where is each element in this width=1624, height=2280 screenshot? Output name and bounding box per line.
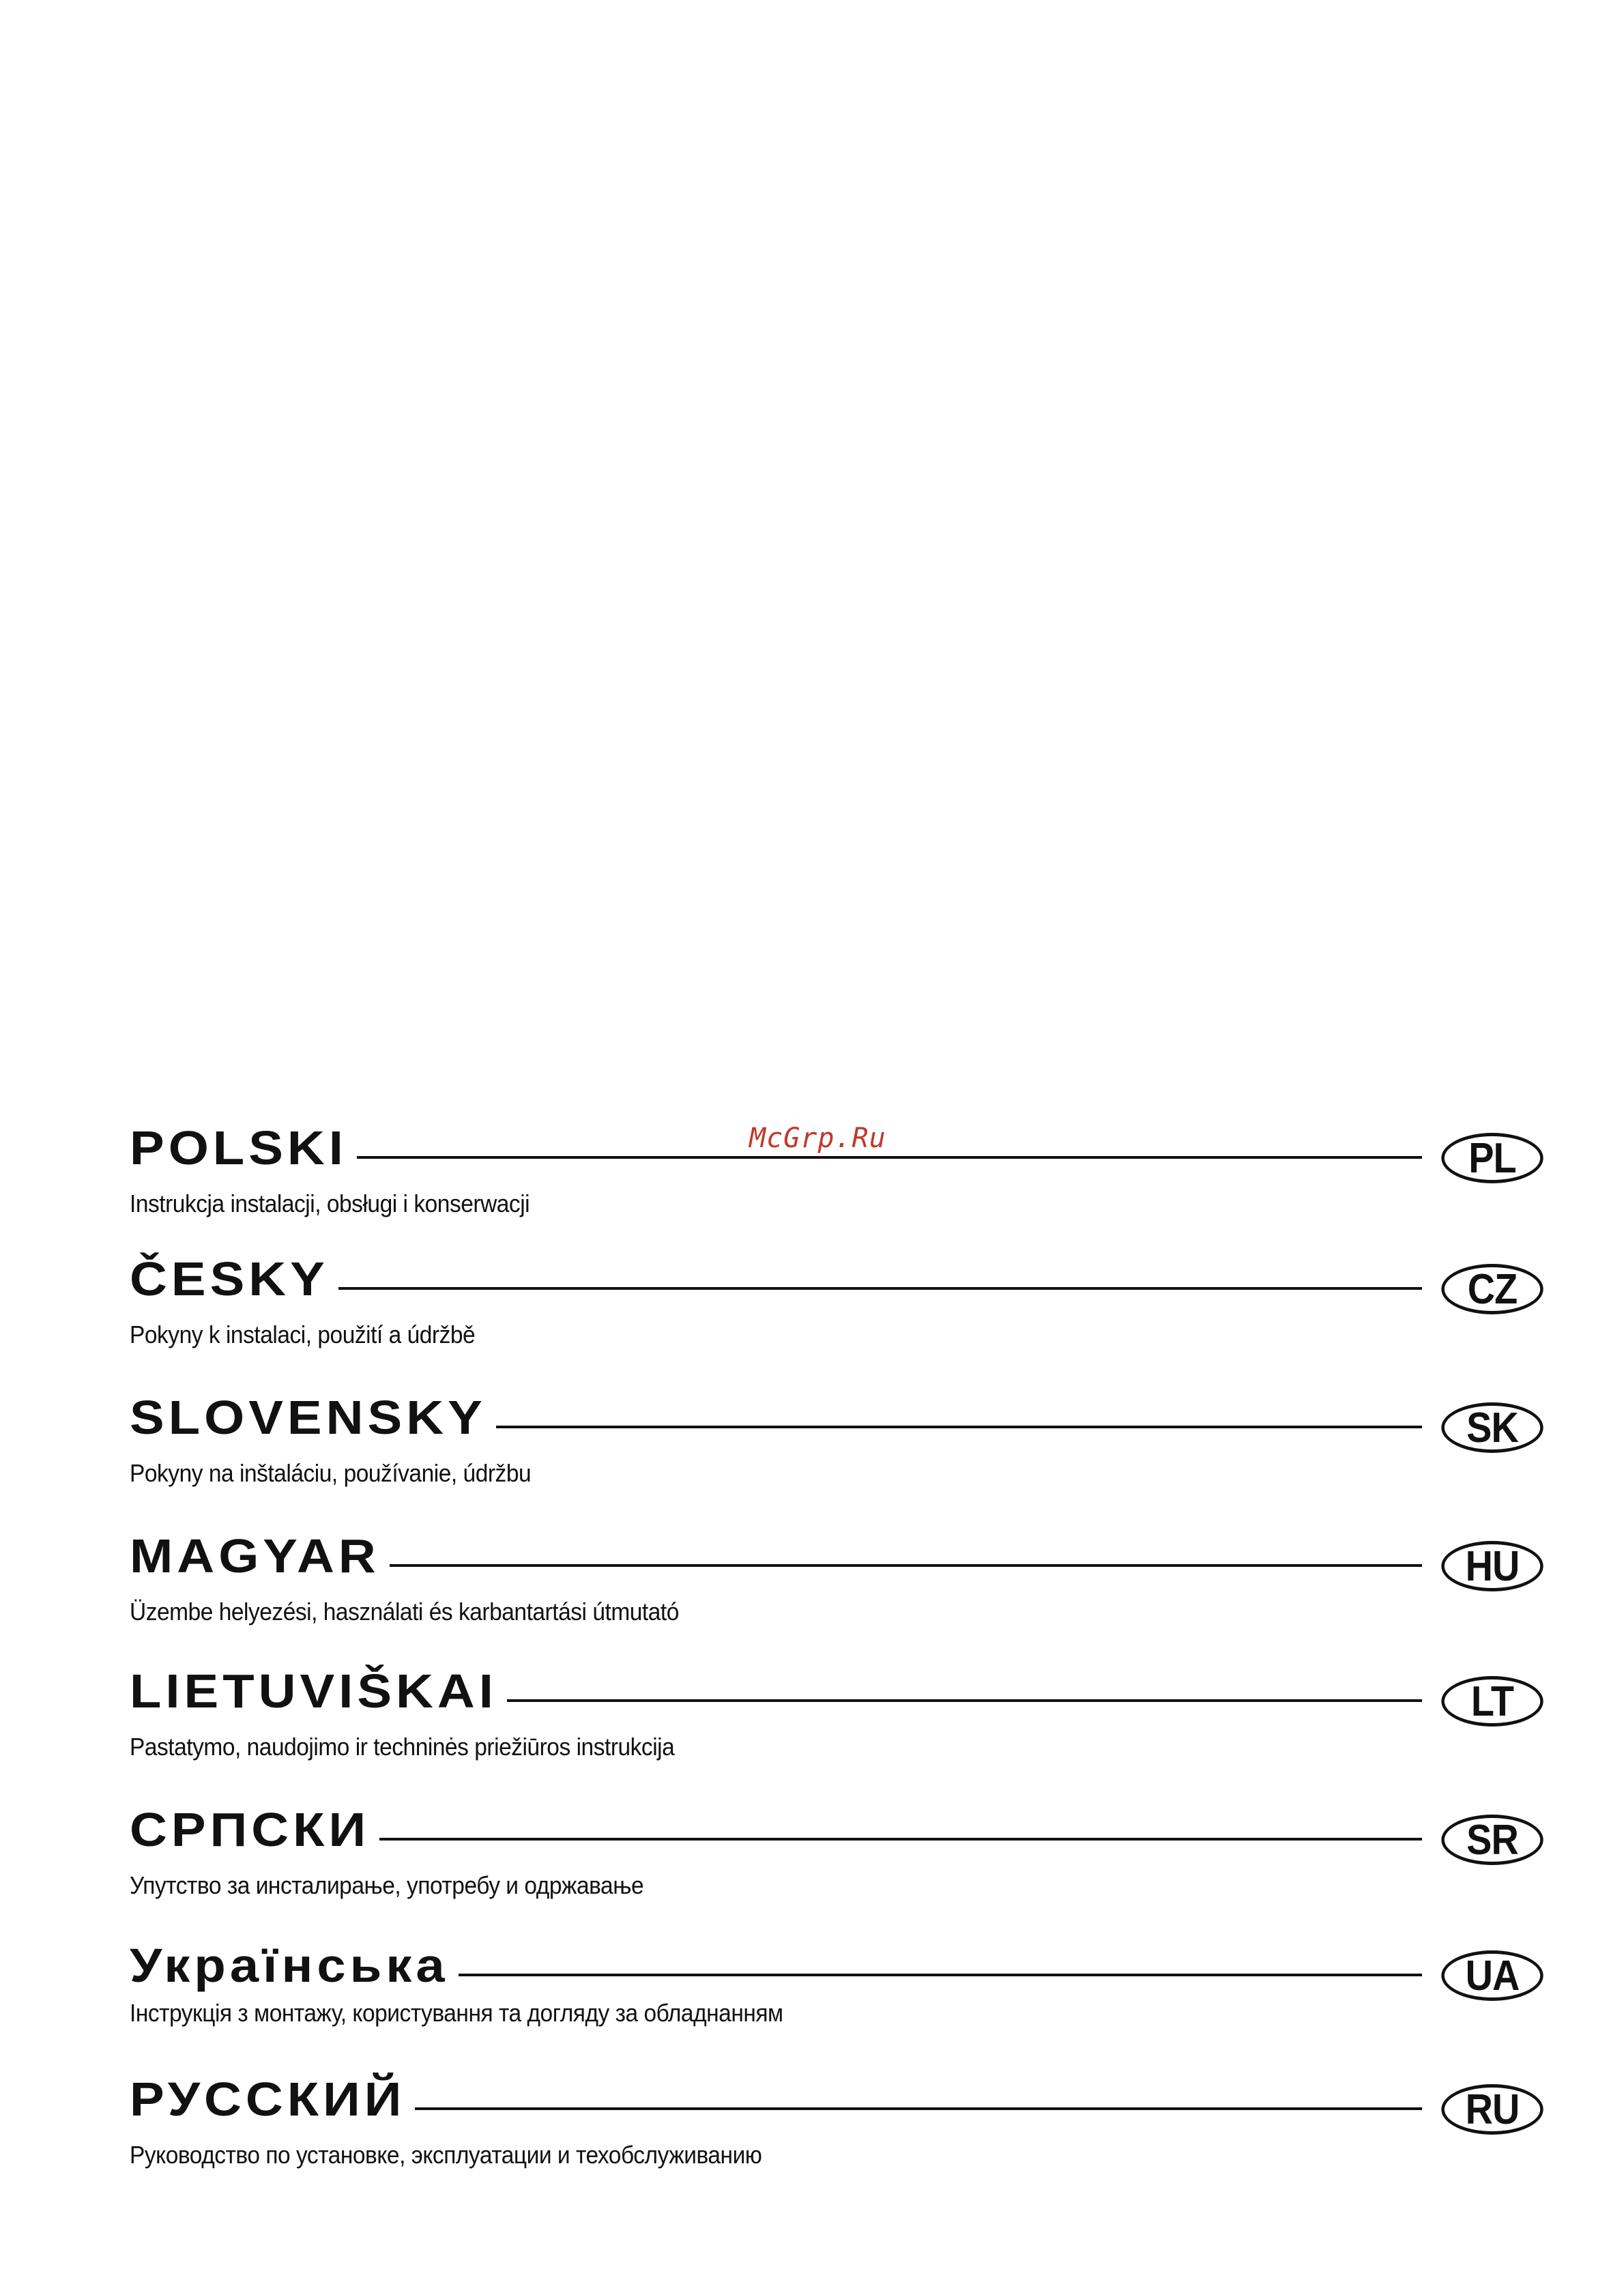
lang-entry-sk xyxy=(130,1387,1549,1497)
lang-title: Українська xyxy=(130,1939,449,1993)
lang-header xyxy=(130,1661,1549,1725)
lang-entry-sr xyxy=(130,1800,1549,1909)
lang-title: LIETUVIŠKAI xyxy=(130,1664,497,1718)
lang-title: СРПСКИ xyxy=(130,1803,371,1857)
lang-entry-cz xyxy=(130,1249,1549,1358)
lang-code-badge: RU xyxy=(1441,2084,1543,2135)
divider-line xyxy=(415,2107,1422,2110)
lang-subtitle: Pokyny na inštaláciu, používanie, údržbu xyxy=(130,1459,532,1487)
lang-entry-pl xyxy=(130,1118,1549,1227)
divider-line xyxy=(459,1974,1422,1976)
lang-code-badge: SK xyxy=(1441,1402,1543,1453)
lang-title: POLSKI xyxy=(130,1121,347,1175)
lang-subtitle: Pastatymo, naudojimo ir techninės priežiūros instrukcija xyxy=(130,1733,675,1761)
lang-entry-ua xyxy=(130,1935,1549,2045)
lang-header xyxy=(130,2069,1549,2133)
lang-entry-ru xyxy=(130,2069,1549,2178)
lang-title: РУССКИЙ xyxy=(130,2073,406,2126)
divider-line xyxy=(507,1699,1422,1702)
lang-code-badge: CZ xyxy=(1441,1264,1543,1314)
lang-entry-lt xyxy=(130,1661,1549,1770)
lang-entry-hu xyxy=(130,1526,1549,1635)
watermark-text: McGrp.Ru xyxy=(749,1123,886,1154)
lang-subtitle: Упутство за инсталирање, употребу и одржавање xyxy=(130,1871,644,1899)
lang-subtitle: Інструкція з монтажу, користування та догляду за обладнанням xyxy=(130,1999,783,2027)
lang-header xyxy=(130,1387,1549,1452)
divider-line xyxy=(338,1287,1422,1290)
lang-code-badge: HU xyxy=(1441,1541,1543,1591)
lang-code-badge: UA xyxy=(1441,1950,1543,2001)
lang-title: ČESKY xyxy=(130,1252,329,1306)
lang-title: MAGYAR xyxy=(130,1529,380,1583)
lang-subtitle: Üzembe helyezési, használati és karbantartási útmutató xyxy=(130,1598,679,1626)
lang-title: SLOVENSKY xyxy=(130,1391,487,1445)
divider-line xyxy=(379,1838,1422,1841)
divider-line xyxy=(390,1564,1422,1567)
lang-header xyxy=(130,1118,1549,1182)
lang-code-badge: SR xyxy=(1441,1815,1543,1865)
divider-line xyxy=(357,1156,1422,1159)
lang-subtitle: Руководство по установке, эксплуатации и техобслуживанию xyxy=(130,2141,762,2169)
lang-header xyxy=(130,1935,1549,2000)
lang-header xyxy=(130,1800,1549,1864)
lang-code-badge: PL xyxy=(1441,1133,1543,1183)
lang-code-badge: LT xyxy=(1441,1676,1543,1727)
lang-subtitle: Pokyny k instalaci, použití a údržbě xyxy=(130,1321,476,1348)
lang-header xyxy=(130,1526,1549,1590)
divider-line xyxy=(496,1426,1422,1428)
lang-subtitle: Instrukcja instalacji, obsługi i konserwacji xyxy=(130,1189,530,1217)
lang-header xyxy=(130,1249,1549,1313)
